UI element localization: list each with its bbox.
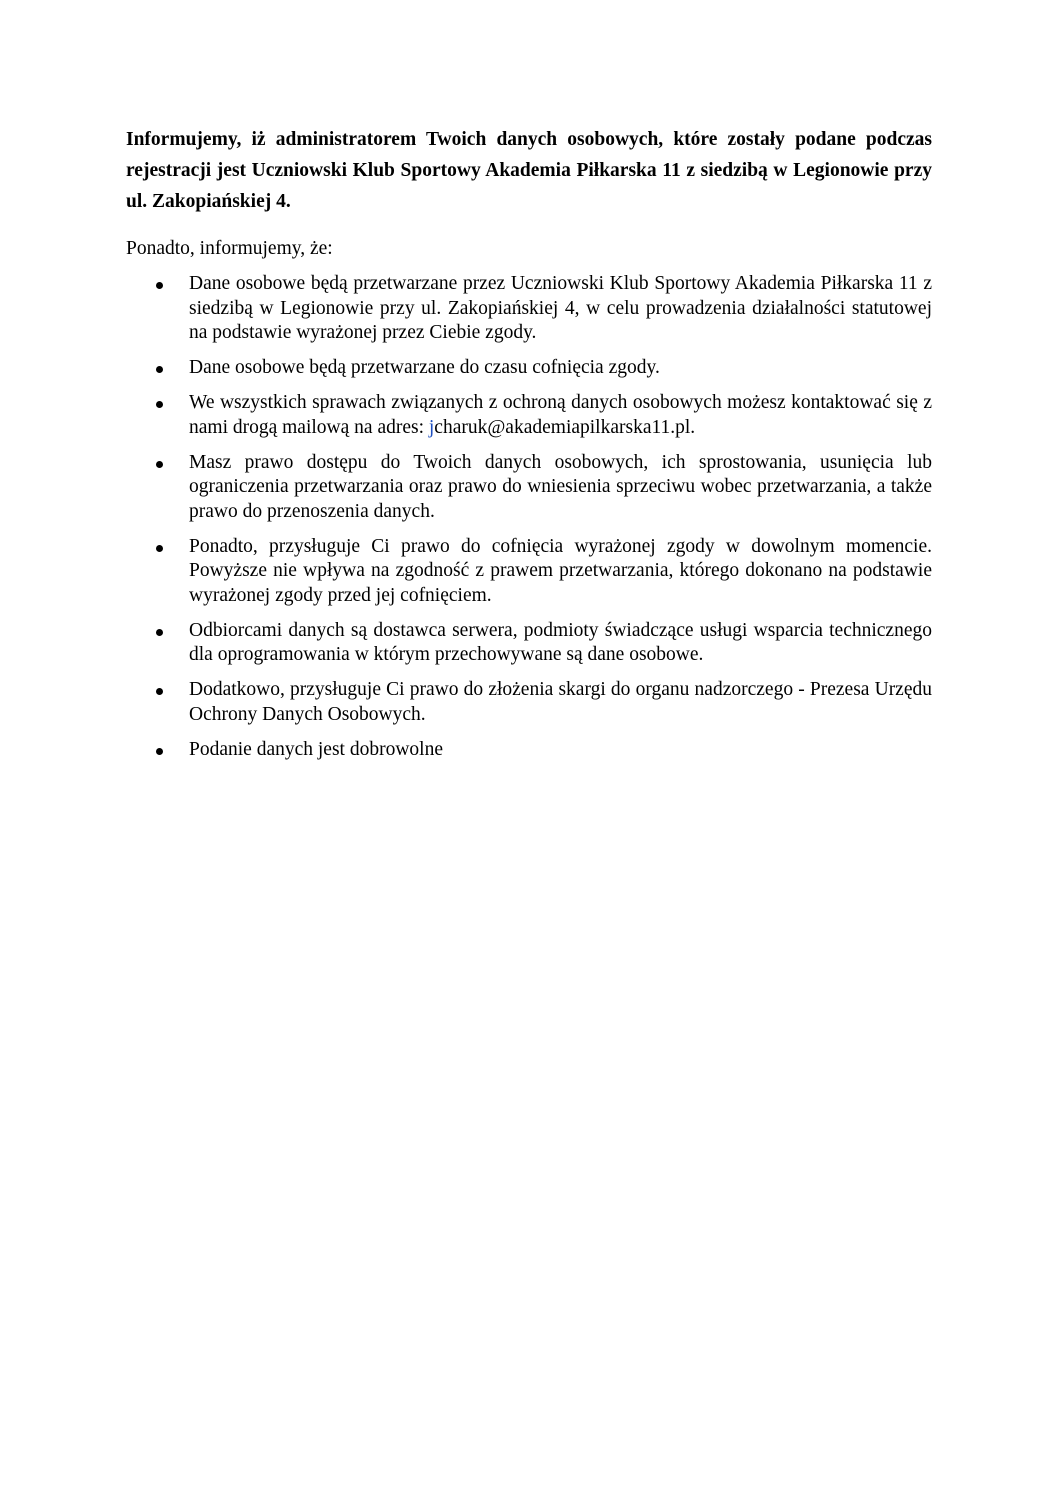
list-item-text: Dane osobowe będą przetwarzane przez Uczniowski Klub Sportowy Akademia Piłkarska 11 z siedzibą w Legionowie przy ul. Zakopiańskiej 4, w celu prowadzenia działalności statutowej na podstawie wyrażonej przez Ciebie zgody. (189, 273, 932, 343)
list-item (126, 535, 932, 609)
list-item-text: Masz prawo dostępu do Twoich danych osobowych, ich sprostowania, usunięcia lub ograniczenia przetwarzania oraz prawo do wniesienia sprzeciwu wobec przetwarzania, a także prawo do przenoszenia danych. (189, 451, 932, 522)
lead-paragraph: Ponadto, informujemy, że: (126, 238, 333, 259)
bullet-icon (156, 461, 163, 468)
list-item (126, 619, 932, 668)
bullet-icon (156, 401, 163, 408)
list-item-text: Dodatkowo, przysługuje Ci prawo do złożenia skargi do organu nadzorczego - Prezesa Urzędu Ochrony Danych Osobowych. (189, 679, 932, 725)
bullet-icon (156, 748, 163, 755)
bullet-icon (156, 629, 163, 636)
bullet-icon (156, 545, 163, 552)
intro-paragraph: Informujemy, iż administratorem Twoich danych osobowych, które zostały podane podczas rejestracji jest Uczniowski Klub Sportowy Akademia Piłkarska 11 z siedzibą w Legionowie przy ul. Zakopiańskiej 4. (126, 129, 932, 212)
list-item-text: We wszystkich sprawach związanych z ochroną danych osobowych możesz kontaktować się z nami drogą mailową na adres: (189, 392, 932, 438)
list-item (126, 451, 932, 525)
list-item (126, 356, 932, 381)
list-item-text: Ponadto, przysługuje Ci prawo do cofnięcia wyrażonej zgody w dowolnym momencie. Powyższe nie wpływa na zgodność z prawem przetwarzania, którego dokonano na podstawie wyrażonej zgody przed jej cofnięciem. (189, 535, 932, 606)
document-page (126, 124, 932, 773)
list-item (126, 391, 932, 440)
list-item-text: Odbiorcami danych są dostawca serwera, podmioty świadczące usługi wsparcia technicznego dla oprogramowania w którym przechowywane są dane osobowe. (189, 619, 932, 665)
list-item-text: Podanie danych jest dobrowolne (189, 738, 443, 760)
email-link[interactable]: j (428, 416, 435, 438)
info-list (126, 272, 932, 762)
list-item (126, 678, 932, 727)
list-item (126, 738, 932, 763)
list-item-text: Dane osobowe będą przetwarzane do czasu cofnięcia zgody. (189, 357, 660, 378)
email-rest: charuk@akademiapilkarska11.pl. (434, 416, 696, 438)
bullet-icon (156, 688, 163, 695)
bullet-icon (156, 282, 163, 289)
bullet-icon (156, 366, 163, 373)
list-item (126, 272, 932, 346)
